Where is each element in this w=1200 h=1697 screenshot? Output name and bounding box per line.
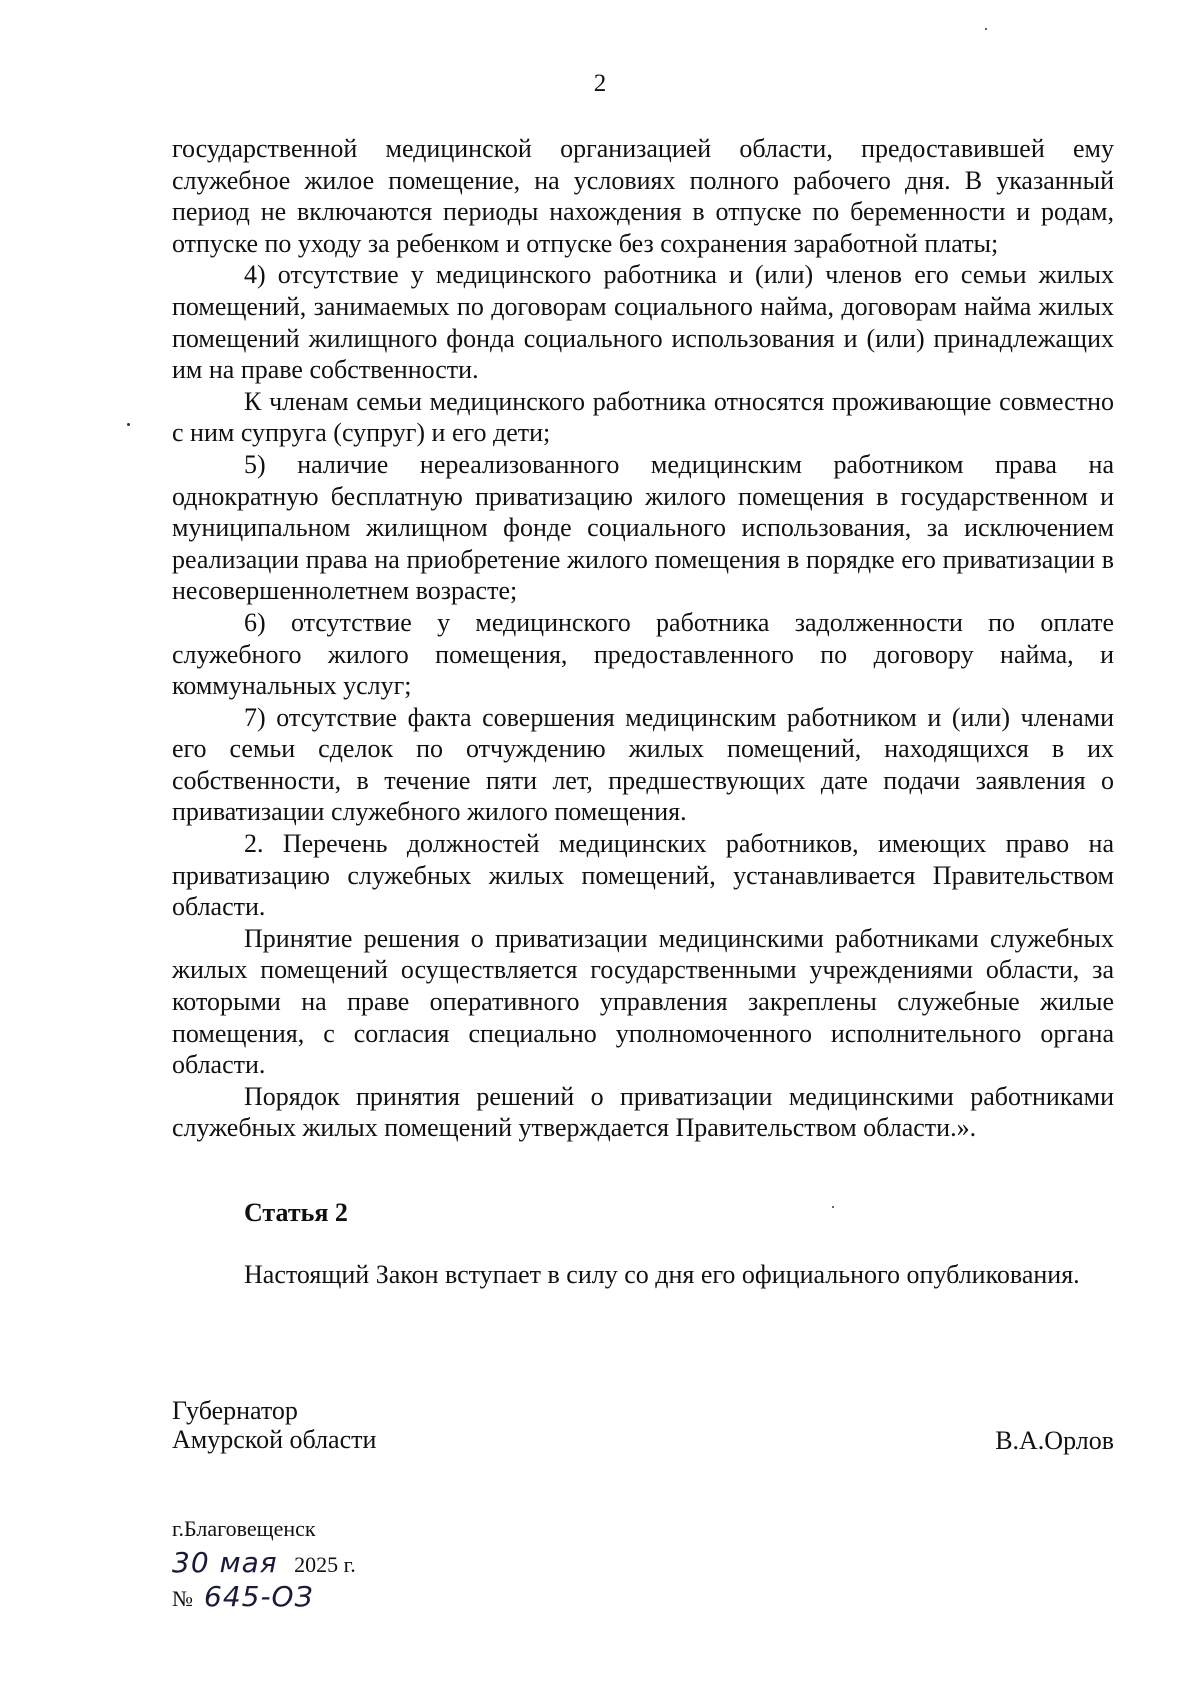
signing-year: 2025 г. [294, 1552, 356, 1577]
paragraph-procedure: Порядок принятия решений о приватизации медицинскими работниками служебных жилых помещений утверждается Правительством области.». [172, 1081, 1114, 1143]
paragraph-item-6: 6) отсутствие у медицинского работника задолженности по оплате служебного жилого помещения, предоставленного по договору найма, и коммунальных услуг; [172, 607, 1114, 701]
article-body: Настоящий Закон вступает в силу со дня его официального опубликования. [244, 1260, 1080, 1289]
handwritten-number: 645-ОЗ [204, 1580, 314, 1613]
paragraph-item-5: 5) наличие нереализованного медицинским работником права на однократную бесплатную приватизацию жилого помещения в государственном и муниципальном жилищном фонде социального использования, за исключением реализации права на приобретение жилого помещения в порядке его приватизации в несовершеннолетнем возрасте; [172, 449, 1114, 606]
paragraph-item-4: 4) отсутствие у медицинского работника и (или) членов его семьи жилых помещений, занимаемых по договорам социального найма, договорам найма жилых помещений жилищного фонда социального использования и (или) принадлежащих им на праве собственности. [172, 260, 1114, 385]
page-number: 2 [593, 70, 607, 97]
law-number [172, 1580, 314, 1613]
signatory-name: В.А.Орлов [995, 1426, 1114, 1455]
paragraph-item-7: 7) отсутствие факта совершения медицинским работником и (или) членами его семьи сделок по отчуждению жилых помещений, находящихся в их собственности, в течение пяти лет, предшествующих дате подачи заявления о приватизации служебного жилого помещения. [172, 702, 1114, 827]
place-of-signing: г.Благовещенск [172, 1516, 316, 1541]
scan-speck [832, 1206, 834, 1208]
paragraph-decision: Принятие решения о приватизации медицинскими работниками служебных жилых помещений осуществляется государственными учреждениями области, за которыми на праве оперативного управления закреплены служебные жилые помещения, с согласия специально уполномоченного исполнительного органа области. [172, 923, 1114, 1080]
paragraph-family-members: К членам семьи медицинского работника относятся проживающие совместно с ним супруга (супруг) и его дети; [172, 386, 1114, 448]
signature-position [172, 1396, 376, 1454]
signature-title-line: Амурской области [172, 1425, 377, 1454]
document-body [172, 133, 1114, 1144]
paragraph-continuation: государственной медицинской организацией области, предоставившей ему служебное жилое помещение, на условиях полного рабочего дня. В указанный период не включаются периоды нахождения в отпуске по беременности и родам, отпуске по уходу за ребенком и отпуске без сохранения заработной платы; [172, 134, 1114, 258]
scan-speck [127, 423, 130, 426]
handwritten-date: 30 мая [172, 1546, 278, 1579]
article-title: Статья 2 [244, 1198, 348, 1227]
paragraph-clause-2: 2. Перечень должностей медицинских работников, имеющих право на приватизацию служебных жилых помещений, устанавливается Правительством области. [172, 829, 1114, 922]
signing-date [172, 1546, 356, 1579]
signature-title-line: Губернатор [172, 1396, 298, 1425]
number-sign: № [172, 1586, 193, 1611]
scan-speck [985, 28, 987, 30]
